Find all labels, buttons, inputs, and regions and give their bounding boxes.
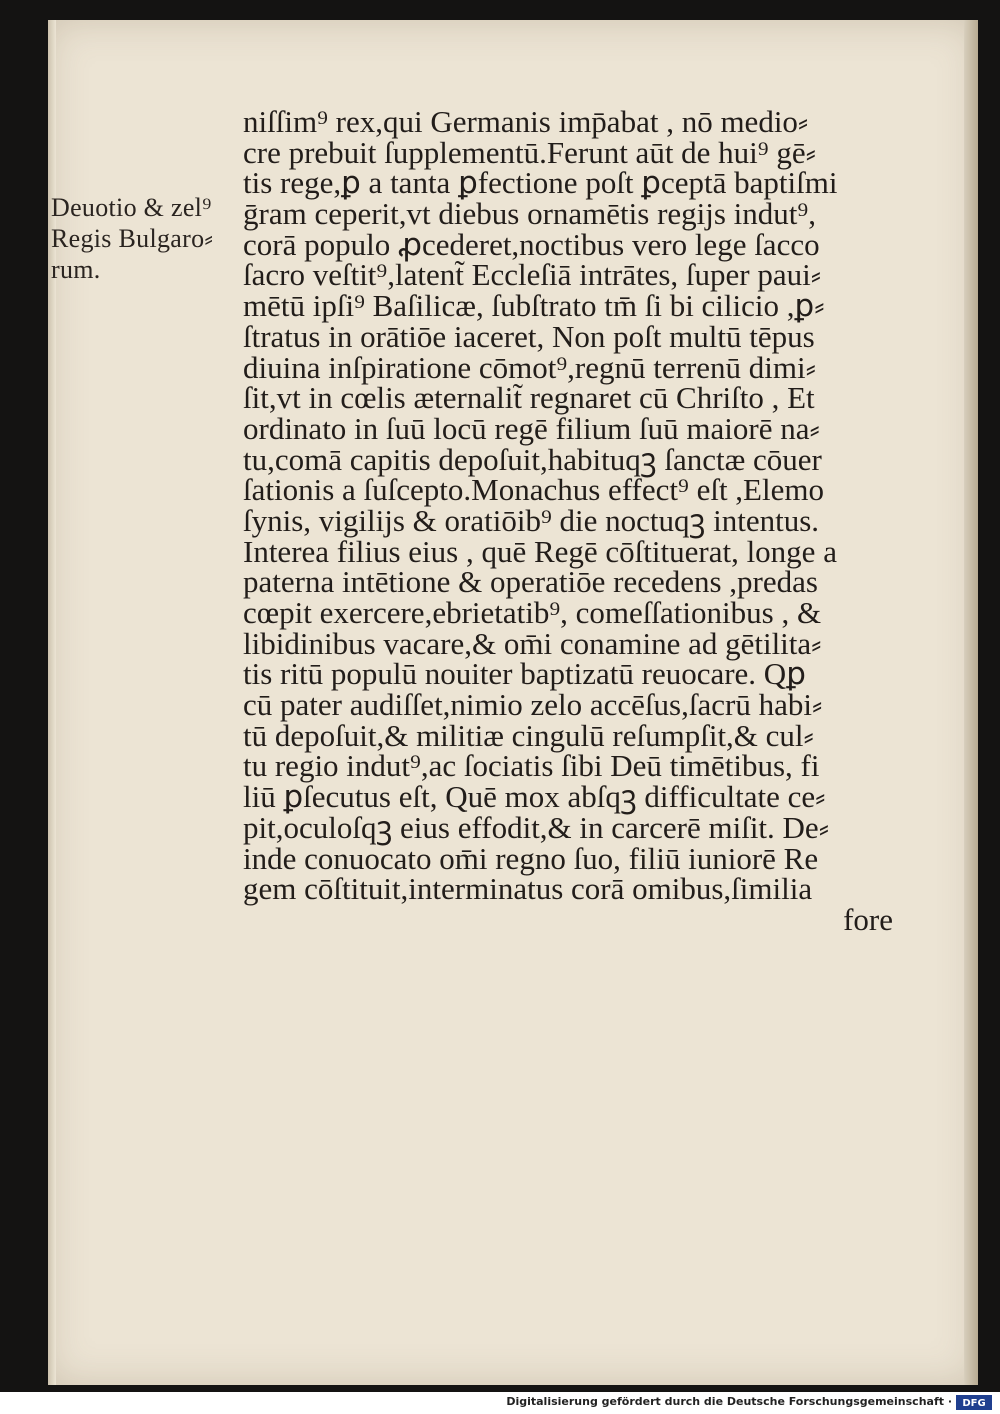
main-text-block xyxy=(243,104,893,937)
text-line: paterna intētione & operatiōe recedens ,predas xyxy=(243,564,818,600)
funding-notice: Digitalisierung gefördert durch die Deutsche Forschungsgemeinschaft · xyxy=(506,1395,952,1408)
text-line: pit,oculoſqꝫ eius effodit,& in carcerē miſit. De⸗ xyxy=(243,809,830,845)
text-line: niſſim⁹ rex,qui Germanis imp̄abat , nō medio⸗ xyxy=(243,104,809,139)
text-line: libidinibus vacare,& om̄i conamine ad gētilita⸗ xyxy=(243,625,822,661)
text-line: ſit,vt in cœlis æternalit̃ regnaret cū Chriſto , Et xyxy=(243,380,815,416)
dfg-logo: DFG xyxy=(956,1395,992,1410)
text-line: ſacro veſtit⁹,latent̃ Eccleſiā intrātes, ſuper paui⸗ xyxy=(243,257,822,293)
text-line: ordinato in ſuū locū regē filium ſuū maiorē na⸗ xyxy=(243,410,820,446)
text-line: tu,comā capitis depoſuit,habituqꝫ ſanctæ cōuer xyxy=(243,441,822,477)
text-line: ḡram ceperit,vt diebus ornamētis regijs indut⁹, xyxy=(243,196,816,232)
text-line: ſtratus in orātiōe iaceret, Non poſt multū tēpus xyxy=(243,318,815,354)
text-line: tis rege,ꝑ a tanta ꝑfectione poſt ꝑceptā baptiſmi xyxy=(243,165,838,201)
catchword: fore xyxy=(843,901,893,937)
text-line: corā populo ꝓcederet,noctibus vero lege ſacco xyxy=(243,226,820,262)
marginal-note-line: Regis Bulgaro⸗ xyxy=(51,224,214,253)
text-line: Interea filius eius , quē Regē cōſtituerat, longe a xyxy=(243,533,837,569)
text-line: cœpit exercere,ebrietatib⁹, comeſſationibus , & xyxy=(243,595,822,630)
text-line: ſationis a ſuſcepto.Monachus effect⁹ eſt ,Elemo xyxy=(243,472,824,508)
marginal-note-line: Deuotio & zel⁹ xyxy=(51,193,212,222)
text-line: tu regio indut⁹,ac ſociatis ſibi Deū timētibus, fi xyxy=(243,748,820,784)
marginal-note-line: rum. xyxy=(51,255,101,284)
text-line: tū depoſuit,& militiæ cingulū reſumpſit,& cul⸗ xyxy=(243,717,814,753)
text-line: tis ritū populū nouiter baptizatū reuocare. Qꝑ xyxy=(243,656,806,692)
text-line: cū pater audiſſet,nimio zelo accēſus,ſacrū habi⸗ xyxy=(243,687,823,723)
text-line: ſynis, vigilijs & oratiōib⁹ die noctuqꝫ intentus. xyxy=(243,502,820,538)
text-line: liū ꝑſecutus eſt, Quē mox abſqꝫ difficultate ce⸗ xyxy=(243,779,826,815)
text-line: inde conuocato om̄i regno ſuo, filiū iuniorē Re xyxy=(243,840,819,876)
text-line: gem cōſtituit,interminatus corā omibus,ſimilia xyxy=(243,871,813,907)
text-line: cre prebuit ſupplementū.Ferunt aūt de hui⁹ gē⸗ xyxy=(243,134,816,170)
footer-bar xyxy=(0,1392,1000,1414)
page-outer-edge xyxy=(964,20,978,1385)
text-line: mētū ipſi⁹ Baſilicæ, ſubſtrato tm̄ ſi bi cilicio ,ꝑ⸗ xyxy=(243,288,825,324)
marginal-note xyxy=(51,192,251,285)
text-line: diuina inſpiratione cōmot⁹,regnū terrenū dimi⸗ xyxy=(243,349,816,385)
